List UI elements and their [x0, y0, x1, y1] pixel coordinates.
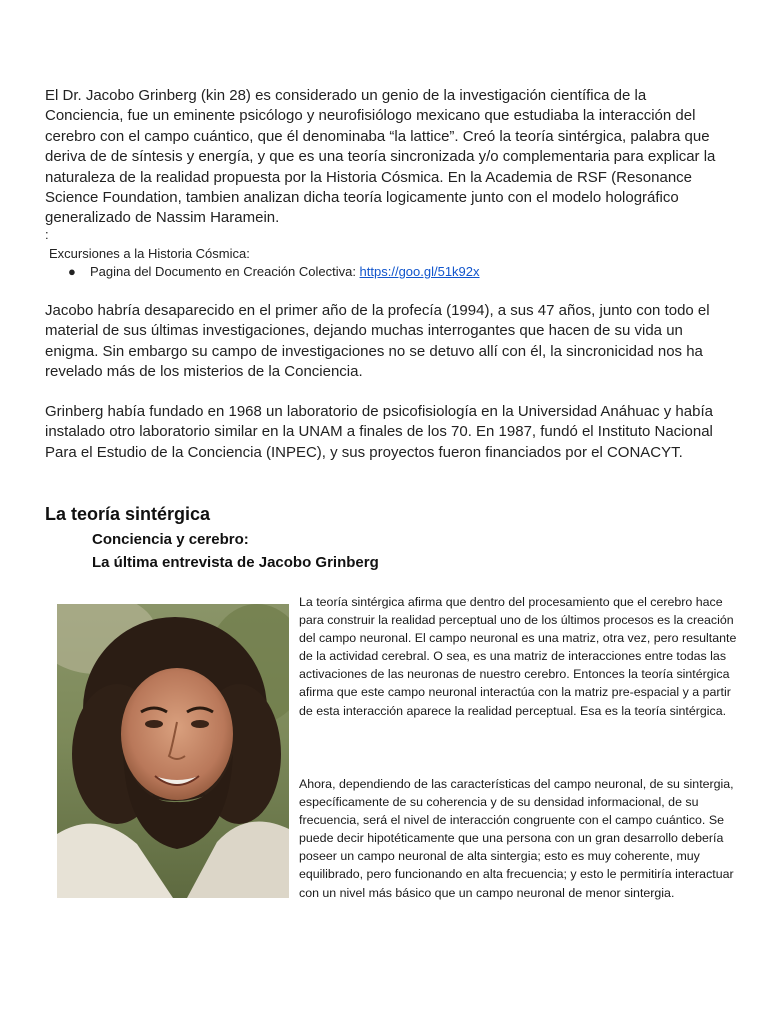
desaparecido-paragraph: Jacobo habría desaparecido en el primer año de la profecía (1994), a sus 47 años, junto con todo el material de sus últimas investigaciones, dejando muchas interrogantes que hacen de su vida un enigma. Sin embargo su campo de investigaciones no se detuvo allí con él, la sincronicidad nos ha revelado más de los misterios de la Conciencia. — [45, 302, 710, 381]
laboratorio-paragraph: Grinberg había fundado en 1968 un laboratorio de psicofisiología en la Universidad Anáhuac y había instalado otro laboratorio similar en la UNAM a finales de los 70. En 1987, fundó el Instituto Nacional Para el Estudio de la Conciencia (INPEC), y sus proyectos fueron financiados por el CONACYT. — [45, 403, 713, 461]
subtitle-heading-interview: La última entrevista de Jacobo Grinberg — [92, 554, 379, 571]
portrait-photo — [57, 604, 289, 898]
intro-paragraph: El Dr. Jacobo Grinberg (kin 28) es considerado un genio de la investigación científica de la Conciencia, fue un eminente psicólogo y neurofisiólogo mexicano que estudiaba la interacción del cerebro con el campo cuántico, que él denominaba “la lattice”. Creó la teoría sintérgica, palabra que deriva de de síntesis y energía, y que es una teoría sincronizada y/o complementaria para explicar la naturaleza de la realidad propuesta por la Historia Cósmica. En la Academia de RSF (Resonance Science Foundation, tambien analizan dicha teoría logicamente junto con el modelo holográfico generalizado de Nassim Haramein. — [45, 87, 716, 227]
bullet-icon: ● — [68, 264, 76, 279]
subtitle-heading: Conciencia y cerebro: — [92, 531, 249, 548]
document-link[interactable]: https://goo.gl/51k92x — [359, 264, 480, 279]
section-title: La teoría sintérgica — [45, 504, 211, 524]
bullet-text: Pagina del Documento en Creación Colectiva: — [90, 264, 360, 279]
theory-paragraph: La teoría sintérgica afirma que dentro del procesamiento que el cerebro hace para construir la realidad perceptual uno de los últimos procesos es la creación del campo neuronal. El campo neuronal es una matriz, otra vez, pero resultante de la actividad cerebral. O sea, es una matriz de interacciones entre todas las activaciones de las neuronas de nuestro cerebro. Entonces la teoría sintérgica afirma que este campo neuronal interactúa con la matriz pre-espacial y a partir de esta interacción aparece la realidad perceptual. Esa es la teoría sintérgica. — [299, 595, 737, 718]
excursiones-label: Excursiones a la Historia Cósmica: — [49, 246, 250, 261]
colon-mark: : — [45, 227, 49, 242]
neural-field-paragraph: Ahora, dependiendo de las características del campo neuronal, de su sintergia, específicamente de su coherencia y de su densidad informacional, de su frecuencia, será el nivel de interacción congruente con el campo cuántico. Se puede decir hipotéticamente que una persona con un gran desarrollo debería poseer un campo neuronal de alta sintergia; esto es muy coherente, muy equilibrado, pero funcionando en alta frecuencia; y esto le permitiría interactuar con un nivel más básico que un campo neuronal de menor sintergia. — [299, 777, 734, 900]
list-item — [68, 263, 480, 280]
